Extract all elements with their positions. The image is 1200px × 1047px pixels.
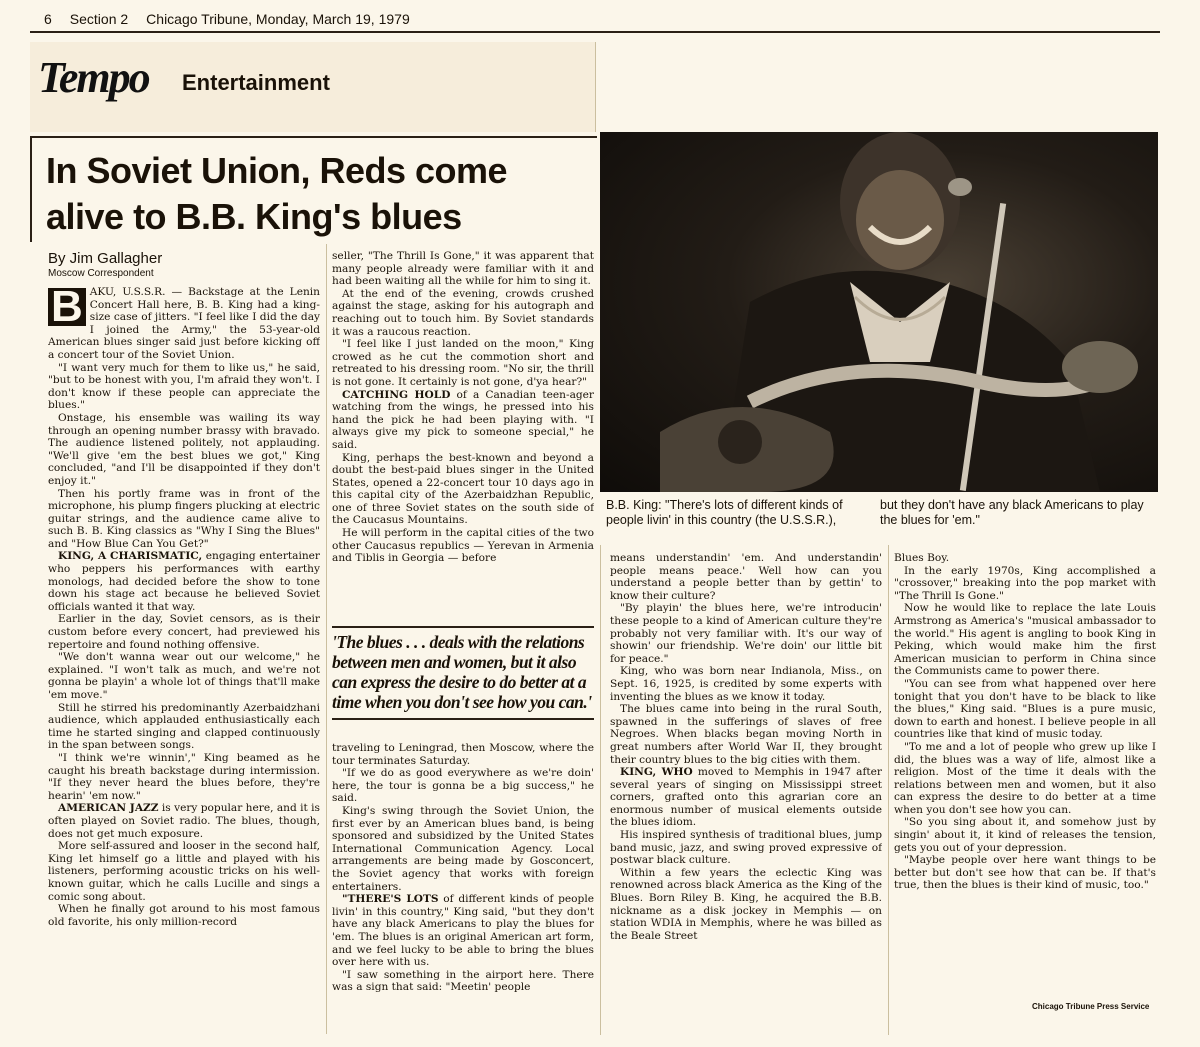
subhead: KING, WHO	[620, 766, 693, 779]
pull-quote: 'The blues . . . deals with the relations between men and women, but it also can express the desire to do better at a time when you don't see how you can.'	[332, 626, 594, 720]
headline	[46, 148, 586, 240]
article-column-4	[894, 552, 1156, 998]
paragraph: traveling to Leningrad, then Moscow, where the tour terminates Saturday.	[332, 742, 594, 767]
paragraph: "So you sing about it, and somehow just by singin' about it, it kind of releases the tension, gets you out of your depression.	[894, 816, 1156, 854]
paragraph: "You can see from what happened over here tonight that you don't have to be black to like the blues," King said. "Blues is a pure music, down to earth and honest. I believe people in all countries like that kind of music today.	[894, 677, 1156, 741]
column-rule	[888, 545, 889, 1035]
headline-line-1: In Soviet Union, Reds come	[46, 150, 508, 191]
paragraph: When he finally got around to his most famous old favorite, his only million-record	[48, 903, 320, 928]
paragraph: King, perhaps the best-known and beyond a doubt the best-paid blues singer in the United States, opened a 22-concert tour 10 days ago in this capital city of the Azerbaidzhan Republic, one of three Soviet states on the south side of the Caucasus Mountains.	[332, 451, 594, 527]
paragraph: "I saw something in the airport here. There was a sign that said: "Meetin' people	[332, 968, 594, 994]
column-rule	[326, 244, 327, 1034]
subhead: "THERE'S LOTS	[342, 893, 439, 906]
bb-king-photo	[600, 132, 1158, 492]
article-column-2-top	[332, 250, 594, 620]
paragraph: Now he would like to replace the late Louis Armstrong as America's "musical ambassador to the world." His agent is angling to book King in Peking, which would make him the first American musician to perform in China since the Communists came to power there.	[894, 602, 1156, 678]
paragraph: is very popular here, and it is often played on Soviet radio. The blues, though, does not get much exposure.	[48, 802, 320, 840]
photo-caption-left: B.B. King: "There's lots of different kinds of people livin' in this country (the U.S.S.R.),	[606, 498, 843, 527]
subhead: CATCHING HOLD	[342, 388, 451, 401]
paragraph: "By playin' the blues here, we're introducin' these people to a kind of American culture they're probably not very familiar with. It's our way of showin' our friendship. We're doin' our little bit for peace."	[610, 602, 882, 665]
paragraph: Then his portly frame was in front of the microphone, his plump fingers plucking at electric guitar strings, and the audience came alive to such B. B. King classics as "Why I Sing the Blues" and "How Blue Can You Get?"	[48, 487, 320, 550]
paragraph: seller, "The Thrill Is Gone," it was apparent that many people already were familiar with it and had been waiting all the while for him to sing it.	[332, 250, 594, 288]
article-column-3	[610, 552, 882, 1034]
paragraph: The blues came into being in the rural South, spawned in the sufferings of slaves of free Negroes. When blacks began moving North in great numbers after World War II, they brought their country blues to the big cities with them.	[610, 703, 882, 766]
paragraph: Blues Boy.	[894, 552, 950, 564]
folio-line	[44, 8, 1156, 30]
paragraph: of a Canadian teen-ager watching from the wings, he pressed into his hand the pick he had been playing with. "I always give my pick to someone special," he said.	[332, 388, 594, 451]
article-column-2-bottom	[332, 742, 594, 1034]
photo-illustration	[600, 132, 1158, 492]
folio-rule	[30, 31, 1160, 33]
paragraph: engaging entertainer who peppers his performances with earthy monologs, had decided before the show to tone down his stage act because he believed Soviet officials wanted it that way.	[48, 550, 320, 613]
photo-top-margin	[600, 42, 1158, 132]
paragraph: King's swing through the Soviet Union, the first ever by an American blues band, is being sponsored and subsidized by the United States International Communication Agency. Local arrangements are being made by Gosconcert, the Soviet agency that works with foreign entertainers.	[332, 804, 594, 893]
article-column-1	[48, 286, 320, 1034]
paragraph: "I want very much for them to like us," he said, "but to be honest with you, I'm afraid they won't. I don't know if these people can appreciate the blues."	[48, 361, 320, 412]
paragraph: "I feel like I just landed on the moon," King crowed as he cut the commotion short and retreated to his dressing room. "No sir, the thrill is not gone. It certainly is not gone, d'ya hear?"	[332, 338, 594, 388]
section-label: Section 2	[69, 11, 129, 27]
byline-author: By Jim Gallagher	[48, 250, 163, 267]
paragraph: Within a few years the eclectic King was renowned across black America as the King of the Blues. Born Riley B. King, he acquired the B.B. nickname as a disk jockey in Memphis — on station WDIA in Memphis, where he was billed as the Beale Street	[610, 866, 882, 942]
paragraph: moved to Memphis in 1947 after several years of singing on Mississippi street corners, grafted onto this agrarian core an enormous number of musical elements outside the blues idiom.	[610, 766, 882, 829]
tempo-section-header	[30, 42, 596, 132]
drop-cap: B	[48, 288, 86, 326]
press-service-credit: Chicago Tribune Press Service	[1032, 1002, 1150, 1011]
paragraph: "We don't wanna wear out our welcome," he explained. "I won't talk as much, and we're not gonna be playin' a whole lot of things that'll make 'em move."	[48, 651, 320, 701]
paragraph: More self-assured and looser in the second half, King let himself go a little and played with his listeners, performing acoustic tricks on his well-known guitar, which he calls Lucille and sings a comic song about.	[48, 840, 320, 903]
paragraph: means understandin' 'em. And understandin' people means peace.' Well how can you understand a people better than by gettin' to know their culture?	[610, 552, 882, 602]
paragraph: In the early 1970s, King accomplished a "crossover," breaking into the pop market with "The Thrill Is Gone."	[894, 564, 1156, 602]
paragraph: Onstage, his ensemble was wailing its way through an opening number brassy with bravado. The audience listened politely, not applauding. "We'll give 'em the best blues we got," King concluded, "and I'll be disappointed if they don't enjoy it."	[48, 411, 320, 487]
page-number: 6	[44, 11, 52, 27]
paragraph: "To me and a lot of people who grew up like I did, the blues was a way of life, almost like a religion. Most of the time it deals with the relations between men and women, but it also can express the desire to do better at a time when you don't see how you can.	[894, 740, 1156, 816]
paragraph: Earlier in the day, Soviet censors, as is their custom before every concert, had previewed his repertoire and found nothing offensive.	[48, 613, 320, 651]
paragraph: AKU, U.S.S.R. — Backstage at the Lenin Concert Hall here, B. B. King had a king-size case of jitters. "I feel like I did the day I joined the Army," the 53-year-old American blues singer said just before kicking off a concert tour of the Soviet Union.	[48, 286, 320, 361]
column-rule	[600, 545, 601, 1035]
paragraph: He will perform in the capital cities of the two other Caucasus republics — Yerevan in Armenia and Tiblis in Georgia — before	[332, 527, 594, 565]
paragraph: "If we do as good everywhere as we're doin' here, the tour is gonna be a big success," he said.	[332, 767, 594, 805]
headline-line-2: alive to B.B. King's blues	[46, 196, 462, 237]
paragraph: "Maybe people over here want things to be better but don't see how that can be. If that's true, then the blues is their kind of music, too."	[894, 854, 1156, 892]
paragraph: King, who was born near Indianola, Miss., on Sept. 16, 1925, is credited by some experts with inventing the blues as we know it today.	[610, 665, 882, 703]
photo-caption-right: but they don't have any black Americans to play the blues for 'em."	[880, 498, 1144, 527]
paragraph: His inspired synthesis of traditional blues, jump band music, jazz, and swing proved expressive of postwar black culture.	[610, 829, 882, 867]
paragraph: Still he stirred his predominantly Azerbaidzhani audience, which applauded enthusiastically each time he started singing and clapped continuously in the span between songs.	[48, 701, 320, 752]
section-name: Entertainment	[182, 70, 330, 95]
tempo-logo: Tempo	[38, 53, 149, 102]
subhead: KING, A CHARISMATIC,	[58, 550, 203, 563]
paper-date: Chicago Tribune, Monday, March 19, 1979	[146, 11, 410, 27]
subhead: AMERICAN JAZZ	[58, 802, 159, 815]
byline-title: Moscow Correspondent	[48, 268, 154, 279]
paragraph: of different kinds of people livin' in this country," King said, "but they don't have any black Americans to play the blues for 'em. The blues is an original American art form, and we feel lucky to be able to bring the blues over here with us.	[332, 893, 594, 969]
paragraph: At the end of the evening, crowds crushed against the stage, asking for his autograph and reaching out to touch him. By Soviet standards it was a raucous reaction.	[332, 287, 594, 338]
paragraph: "I think we're winnin'," King beamed as he caught his breath backstage during intermission. "If they never heard the blues before, they're hearin' 'em now."	[48, 751, 320, 802]
